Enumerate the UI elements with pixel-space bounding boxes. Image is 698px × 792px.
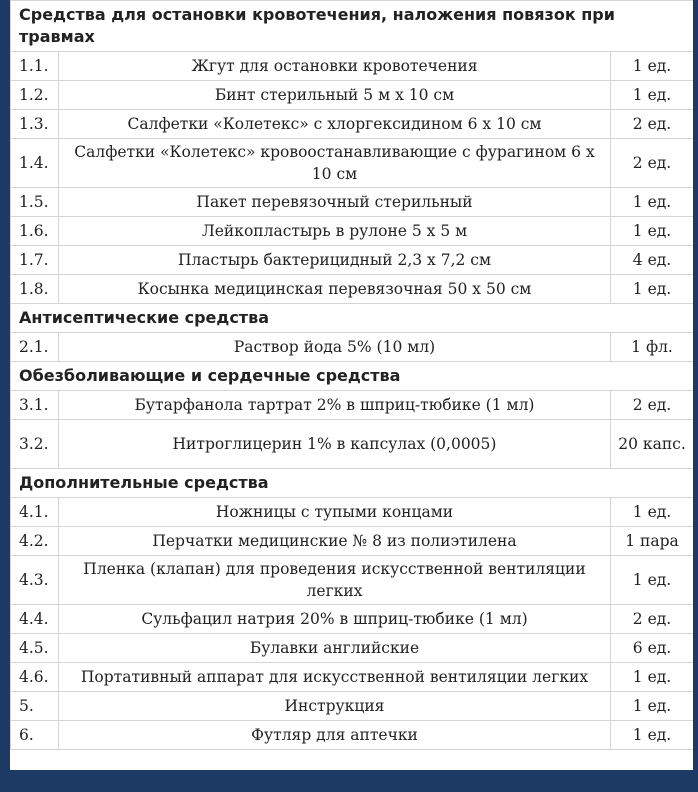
table-row bbox=[11, 217, 694, 246]
item-quantity: 1 ед. bbox=[611, 663, 694, 692]
item-quantity: 2 ед. bbox=[611, 139, 694, 188]
item-name: Бинт стерильный 5 м х 10 см bbox=[59, 81, 611, 110]
item-name: Ножницы с тупыми концами bbox=[59, 498, 611, 527]
item-number: 1.3. bbox=[11, 110, 59, 139]
table-row bbox=[11, 110, 694, 139]
item-quantity: 20 капс. bbox=[611, 420, 694, 469]
item-number: 1.7. bbox=[11, 246, 59, 275]
item-number: 4.3. bbox=[11, 556, 59, 605]
section-title: Обезболивающие и сердечные средства bbox=[11, 362, 694, 391]
item-quantity: 2 ед. bbox=[611, 110, 694, 139]
kit-contents-frame bbox=[10, 0, 693, 770]
item-quantity: 1 ед. bbox=[611, 721, 694, 750]
item-name: Косынка медицинская перевязочная 50 х 50 см bbox=[59, 275, 611, 304]
item-number: 4.1. bbox=[11, 498, 59, 527]
item-name: Футляр для аптечки bbox=[59, 721, 611, 750]
item-quantity: 6 ед. bbox=[611, 634, 694, 663]
section-header-row bbox=[11, 362, 694, 391]
item-number: 5. bbox=[11, 692, 59, 721]
item-name: Раствор йода 5% (10 мл) bbox=[59, 333, 611, 362]
item-name: Пленка (клапан) для проведения искусственной вентиляции легких bbox=[59, 556, 611, 605]
item-quantity: 1 ед. bbox=[611, 498, 694, 527]
table-row bbox=[11, 556, 694, 605]
table-row bbox=[11, 605, 694, 634]
table-body bbox=[11, 1, 694, 750]
item-quantity: 2 ед. bbox=[611, 605, 694, 634]
section-title: Средства для остановки кровотечения, наложения повязок при травмах bbox=[11, 1, 694, 52]
item-number: 4.5. bbox=[11, 634, 59, 663]
item-number: 4.6. bbox=[11, 663, 59, 692]
item-number: 4.2. bbox=[11, 527, 59, 556]
item-name: Портативный аппарат для искусственной вентиляции легких bbox=[59, 663, 611, 692]
table-row bbox=[11, 52, 694, 81]
item-number: 1.8. bbox=[11, 275, 59, 304]
item-number: 1.4. bbox=[11, 139, 59, 188]
item-name: Пластырь бактерицидный 2,3 х 7,2 см bbox=[59, 246, 611, 275]
item-name: Пакет перевязочный стерильный bbox=[59, 188, 611, 217]
item-quantity: 4 ед. bbox=[611, 246, 694, 275]
table-row bbox=[11, 721, 694, 750]
item-quantity: 1 ед. bbox=[611, 692, 694, 721]
section-title: Дополнительные средства bbox=[11, 469, 694, 498]
item-quantity: 1 фл. bbox=[611, 333, 694, 362]
item-number: 1.1. bbox=[11, 52, 59, 81]
section-header-row bbox=[11, 469, 694, 498]
item-name: Инструкция bbox=[59, 692, 611, 721]
item-quantity: 1 ед. bbox=[611, 217, 694, 246]
table-row bbox=[11, 692, 694, 721]
item-number: 1.6. bbox=[11, 217, 59, 246]
item-quantity: 1 ед. bbox=[611, 275, 694, 304]
item-number: 4.4. bbox=[11, 605, 59, 634]
item-quantity: 1 ед. bbox=[611, 556, 694, 605]
section-title: Антисептические средства bbox=[11, 304, 694, 333]
item-name: Бутарфанола тартрат 2% в шприц-тюбике (1 мл) bbox=[59, 391, 611, 420]
item-name: Лейкопластырь в рулоне 5 х 5 м bbox=[59, 217, 611, 246]
table-row bbox=[11, 333, 694, 362]
item-name: Жгут для остановки кровотечения bbox=[59, 52, 611, 81]
item-number: 3.1. bbox=[11, 391, 59, 420]
item-number: 6. bbox=[11, 721, 59, 750]
table-row bbox=[11, 391, 694, 420]
section-header-row bbox=[11, 304, 694, 333]
item-name: Булавки английские bbox=[59, 634, 611, 663]
table-row bbox=[11, 634, 694, 663]
table-row bbox=[11, 498, 694, 527]
kit-contents-table bbox=[10, 0, 693, 750]
item-quantity: 1 ед. bbox=[611, 81, 694, 110]
item-number: 2.1. bbox=[11, 333, 59, 362]
table-row bbox=[11, 188, 694, 217]
item-name: Салфетки «Колетекс» с хлоргексидином 6 х 10 см bbox=[59, 110, 611, 139]
table-row bbox=[11, 275, 694, 304]
table-row bbox=[11, 139, 694, 188]
table-row bbox=[11, 420, 694, 469]
item-name: Перчатки медицинские № 8 из полиэтилена bbox=[59, 527, 611, 556]
item-number: 3.2. bbox=[11, 420, 59, 469]
item-name: Сульфацил натрия 20% в шприц-тюбике (1 мл) bbox=[59, 605, 611, 634]
item-number: 1.2. bbox=[11, 81, 59, 110]
item-quantity: 1 ед. bbox=[611, 52, 694, 81]
item-number: 1.5. bbox=[11, 188, 59, 217]
table-row bbox=[11, 663, 694, 692]
item-name: Салфетки «Колетекс» кровоостанавливающие с фурагином 6 х 10 см bbox=[59, 139, 611, 188]
item-name: Нитроглицерин 1% в капсулах (0,0005) bbox=[59, 420, 611, 469]
item-quantity: 1 ед. bbox=[611, 188, 694, 217]
section-header-row bbox=[11, 1, 694, 52]
item-quantity: 1 пара bbox=[611, 527, 694, 556]
table-row bbox=[11, 527, 694, 556]
item-quantity: 2 ед. bbox=[611, 391, 694, 420]
table-row bbox=[11, 246, 694, 275]
table-row bbox=[11, 81, 694, 110]
